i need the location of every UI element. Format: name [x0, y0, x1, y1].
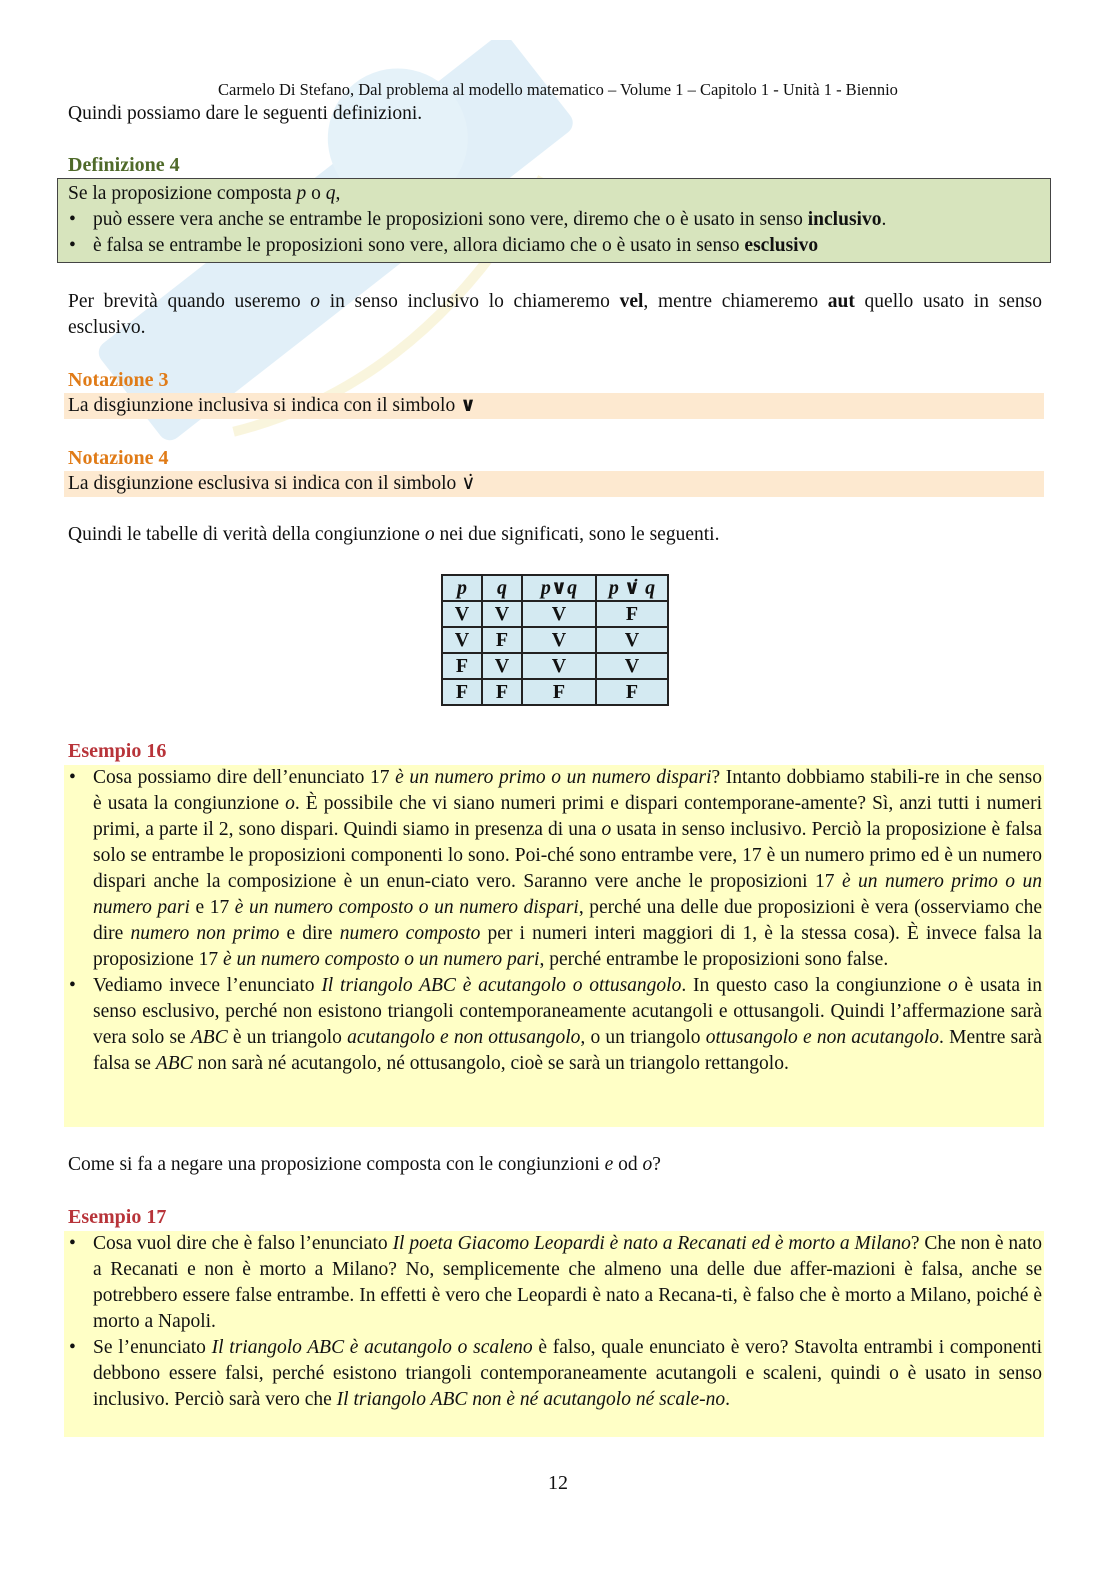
col-header-or: p∨q — [522, 575, 596, 601]
definition-4-line: Se la proposizione composta p o q, — [68, 183, 341, 204]
example-16-bullet-1: • Cosa possiamo dire dell’enunciato 17 è un numero primo o un numero dispari? Intanto dobbiamo stabili-re in che senso è usata la congiunzione o. È possibile che vi siano numeri primi e dispari contemporane-amente? Sì, anzi tutti i numeri primi, a parte il 2, sono dispari. Quindi siamo in presenza di una o usata in senso inclusivo. Perciò la proposizione è falsa solo se entrambe le proposizioni componenti lo sono. Poi-ché sono entrambe vere, 17 è un numero primo ed è un numero dispari anche la composizione è un enun-ciato vero. Saranno vere anche le proposizioni 17 è un numero primo o un numero pari e 17 è un numero composto o un numero dispari, perché una delle due proposizioni è vera (osserviamo che dire numero non primo e dire numero composto per i numeri interi maggiori di 1, è la stessa cosa). È invece falsa la proposizione 17 è un numero composto o un numero pari, perché entrambe le proposizioni sono false. — [68, 765, 1042, 973]
table-row — [442, 653, 668, 679]
truth-table — [441, 574, 669, 706]
example-17-box — [64, 1231, 1044, 1437]
notation-3-title: Notazione 3 — [68, 369, 169, 391]
table-cell: F — [596, 679, 668, 705]
table-cell: F — [442, 653, 482, 679]
table-cell: V — [522, 601, 596, 627]
intro-text: Quindi possiamo dare le seguenti definizioni. — [68, 103, 423, 124]
col-header-p: p — [442, 575, 482, 601]
or-symbol-icon: ∨ — [460, 395, 476, 416]
brevity-paragraph: Per brevità quando useremo o in senso inclusivo lo chiameremo vel, mentre chiameremo aut quello usato in senso esclusivo. — [68, 291, 1042, 338]
table-cell: F — [482, 679, 522, 705]
table-cell: V — [482, 601, 522, 627]
tables-intro-text: Quindi le tabelle di verità della congiunzione o nei due significati, sono le seguenti. — [68, 524, 720, 545]
table-cell: V — [522, 627, 596, 653]
table-cell: V — [596, 653, 668, 679]
example-16-box — [64, 765, 1044, 1127]
negation-question: Come si fa a negare una proposizione composta con le congiunzioni e od o? — [68, 1154, 661, 1175]
notation-4-title: Notazione 4 — [68, 447, 169, 469]
table-row — [442, 679, 668, 705]
table-cell: F — [442, 679, 482, 705]
xor-symbol-icon: ∨̇ — [461, 473, 476, 494]
running-header: Carmelo Di Stefano, Dal problema al modello matematico – Volume 1 – Capitolo 1 - Unità 1 - Biennio — [218, 80, 898, 99]
table-cell: F — [522, 679, 596, 705]
definition-4-bullet-exclusive: • è falsa se entrambe le proposizioni sono vere, allora diciamo che o è usato in senso esclusivo — [68, 233, 1040, 259]
example-16-bullet-2: • Vediamo invece l’enunciato Il triangolo ABC è acutangolo o ottusangolo. In questo caso la congiunzione o è usata in senso esclusivo, perché non esistono triangoli contemporaneamente acutangoli e ottusangoli. Quindi l’affermazione sarà vera solo se ABC è un triangolo acutangolo e non ottusangolo, o un triangolo ottusangolo e non acutangolo. Mentre sarà falsa se ABC non sarà né acutangolo, né ottusangolo, cioè se sarà un triangolo rettangolo. — [68, 973, 1042, 1077]
definition-4-title: Definizione 4 — [68, 154, 180, 176]
example-17-title: Esempio 17 — [68, 1206, 167, 1228]
table-cell: F — [596, 601, 668, 627]
table-cell: V — [442, 601, 482, 627]
table-cell: F — [482, 627, 522, 653]
example-17-bullet-1: • Cosa vuol dire che è falso l’enunciato Il poeta Giacomo Leopardi è nato a Recanati ed è morto a Milano? Che non è nato a Recanati e non è morto a Milano? No, semplicemente che almeno una delle due affer-mazioni è falsa, anche se potrebbero essere false entrambe. In effetti è vero che Leopardi è nato a Recana-ti, è falso che è morto a Milano, poiché è morto a Napoli. — [68, 1231, 1042, 1335]
page-number: 12 — [548, 1472, 568, 1494]
table-cell: V — [482, 653, 522, 679]
truth-table-header — [442, 575, 668, 601]
notation-3-box: La disgiunzione inclusiva si indica con il simbolo ∨ — [64, 393, 1044, 419]
definition-4-bullet-inclusive: • può essere vera anche se entrambe le proposizioni sono vere, diremo che o è usato in senso inclusivo. — [68, 207, 1040, 233]
table-cell: V — [596, 627, 668, 653]
col-header-q: q — [482, 575, 522, 601]
definition-4-box — [57, 178, 1051, 263]
col-header-xor: p ∨̇ q — [596, 575, 668, 601]
table-row — [442, 627, 668, 653]
table-cell: V — [442, 627, 482, 653]
example-16-title: Esempio 16 — [68, 740, 167, 762]
table-cell: V — [522, 653, 596, 679]
notation-4-box: La disgiunzione esclusiva si indica con il simbolo ∨̇ — [64, 471, 1044, 497]
table-row — [442, 601, 668, 627]
example-17-bullet-2: • Se l’enunciato Il triangolo ABC è acutangolo o scaleno è falso, quale enunciato è vero? Stavolta entrambi i componenti debbono essere falsi, perché esistono triangoli contemporaneamente acutangoli e scaleni, quindi o è usato in senso inclusivo. Perciò sarà vero che Il triangolo ABC non è né acutangolo né scale-no. — [68, 1335, 1042, 1413]
